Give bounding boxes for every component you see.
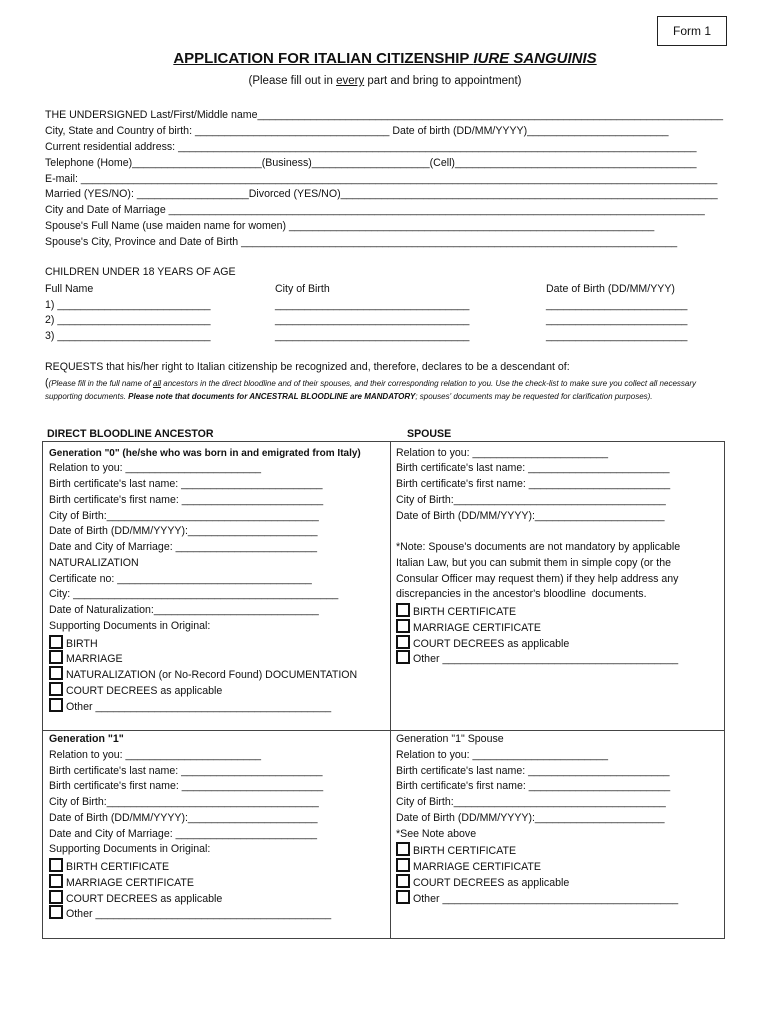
gen0-supporting-docs: Supporting Documents in Original: <box>49 620 211 632</box>
children-heading: CHILDREN UNDER 18 YEARS OF AGE <box>45 266 236 278</box>
field-birth-place-date[interactable]: City, State and Country of birth: _________________________________ Date of birth (DD/MM/YYYY)________________________ <box>45 125 669 137</box>
check-label: COURT DECREES as applicable <box>413 877 570 889</box>
spouse0-date-of-birth[interactable]: Date of Birth (DD/MM/YYYY):______________________ <box>396 510 665 522</box>
field-marriage-city-date[interactable]: City and Date of Marriage ___________________________________________________________________________________________ <box>45 204 705 216</box>
spouse1-check-marriage[interactable] <box>396 858 541 873</box>
check-label: BIRTH CERTIFICATE <box>66 861 170 873</box>
table-divider-vertical <box>390 442 391 938</box>
gen1-check-marriage[interactable] <box>49 874 194 889</box>
header-spouse: SPOUSE <box>407 428 452 440</box>
field-residential-address[interactable]: Current residential address: ________________________________________________________________________________________ <box>45 141 697 153</box>
gen0-first-name[interactable]: Birth certificate's first name: ________________________ <box>49 494 324 506</box>
child-3-name[interactable]: 3) __________________________ <box>45 330 211 342</box>
checkbox-icon[interactable] <box>396 890 410 904</box>
field-spouse-name[interactable]: Spouse's Full Name (use maiden name for women) ______________________________________________________________ <box>45 220 655 232</box>
spouse1-check-other[interactable] <box>396 890 678 905</box>
gen1-supporting-docs: Supporting Documents in Original: <box>49 843 211 855</box>
form-number-box <box>657 16 727 46</box>
child-3-city[interactable]: _________________________________ <box>275 330 470 342</box>
checkbox-icon[interactable] <box>49 858 63 872</box>
spouse0-check-court[interactable] <box>396 635 569 650</box>
subtitle-pre: (Please fill out in <box>248 75 337 87</box>
check-label: Other ________________________________________ <box>66 908 332 920</box>
check-label: Other ________________________________________ <box>66 701 332 713</box>
gen0-relation[interactable]: Relation to you: _______________________ <box>49 462 262 474</box>
field-telephones[interactable]: Telephone (Home)______________________(Business)____________________(Cell)_________________________________________ <box>45 157 697 169</box>
note-all: all <box>153 379 162 388</box>
spouse1-heading: Generation "1" Spouse <box>396 733 504 745</box>
gen0-check-other[interactable] <box>49 698 331 713</box>
child-1-name[interactable]: 1) __________________________ <box>45 299 211 311</box>
check-label: NATURALIZATION (or No-Record Found) DOCUMENTATION <box>66 669 358 681</box>
gen0-city-of-birth[interactable]: City of Birth:____________________________________ <box>49 510 319 522</box>
spouse0-first-name[interactable]: Birth certificate's first name: ________________________ <box>396 478 671 490</box>
spouse0-city-of-birth[interactable]: City of Birth:____________________________________ <box>396 494 666 506</box>
check-label: BIRTH CERTIFICATE <box>413 845 517 857</box>
field-spouse-birth[interactable]: Spouse's City, Province and Date of Birth __________________________________________________________________________ <box>45 236 678 248</box>
gen0-marriage[interactable]: Date and City of Marriage: ________________________ <box>49 541 317 553</box>
note-mid: ancestors in the direct bloodline and of their spouses, and their corresponding relation to you. Use the check-list to make sure you collect all necessary supporting documents. <box>45 379 696 401</box>
checkbox-icon[interactable] <box>49 682 63 696</box>
checkbox-icon[interactable] <box>49 905 63 919</box>
gen1-heading: Generation "1" <box>49 733 124 745</box>
subtitle-every: every <box>336 75 365 87</box>
check-label: BIRTH CERTIFICATE <box>413 606 517 618</box>
spouse0-check-other[interactable] <box>396 650 678 665</box>
gen1-relation[interactable]: Relation to you: _______________________ <box>49 749 262 761</box>
form-number: Form 1 <box>672 24 711 38</box>
check-label: COURT DECREES as applicable <box>66 893 223 905</box>
check-label: MARRIAGE CERTIFICATE <box>413 861 541 873</box>
check-label: MARRIAGE CERTIFICATE <box>66 877 194 889</box>
gen1-check-birth[interactable] <box>49 858 169 873</box>
spouse-note-line-2: Italian Law, but you can submit them in simple copy (or the <box>396 557 671 569</box>
subtitle <box>0 75 770 87</box>
child-1-city[interactable]: _________________________________ <box>275 299 470 311</box>
checkbox-icon[interactable] <box>396 842 410 856</box>
spouse-note-line-1: *Note: Spouse's documents are not mandatory by applicable <box>396 541 681 553</box>
spouse1-check-birth[interactable] <box>396 842 516 857</box>
checkbox-icon[interactable] <box>49 890 63 904</box>
spouse0-check-birth[interactable] <box>396 603 516 618</box>
title-italic: IURE SANGUINIS <box>473 50 597 67</box>
gen0-naturalization-heading: NATURALIZATION <box>49 557 139 569</box>
gen1-last-name[interactable]: Birth certificate's last name: ________________________ <box>49 765 323 777</box>
gen0-naturalization-city[interactable]: City: _____________________________________________ <box>49 588 339 600</box>
checkbox-icon[interactable] <box>396 650 410 664</box>
gen1-marriage[interactable]: Date and City of Marriage: ________________________ <box>49 828 317 840</box>
spouse-note-line-3: Consular Officer may request them) if they help address any <box>396 573 679 585</box>
child-1-date[interactable]: ________________________ <box>546 299 688 311</box>
children-col-city: City of Birth <box>275 283 330 295</box>
gen1-first-name[interactable]: Birth certificate's first name: ________________________ <box>49 780 324 792</box>
checkbox-icon[interactable] <box>396 635 410 649</box>
header-direct-ancestor: DIRECT BLOODLINE ANCESTOR <box>47 428 214 440</box>
spouse0-check-marriage[interactable] <box>396 619 541 634</box>
gen0-check-naturalization[interactable] <box>49 666 357 681</box>
checkbox-icon[interactable] <box>396 874 410 888</box>
spouse1-see-note: *See Note above <box>396 828 477 840</box>
child-2-date[interactable]: ________________________ <box>546 314 688 326</box>
gen0-check-court[interactable] <box>49 682 222 697</box>
spouse1-first-name[interactable]: Birth certificate's first name: ________________________ <box>396 780 671 792</box>
note-pre: (Please fill in the full name of <box>48 379 154 388</box>
spouse1-relation[interactable]: Relation to you: _______________________ <box>396 749 609 761</box>
spouse-note-line-4: discrepancies in the ancestor's bloodline documents. <box>396 588 647 600</box>
children-col-name: Full Name <box>45 283 94 295</box>
children-col-date: Date of Birth (DD/MM/YYY) <box>546 283 675 295</box>
checkbox-icon[interactable] <box>49 698 63 712</box>
checkbox-icon[interactable] <box>49 666 63 680</box>
checkbox-icon[interactable] <box>49 650 63 664</box>
field-married-divorced[interactable]: Married (YES/NO): ___________________Divorced (YES/NO)________________________________________________________________ <box>45 188 718 200</box>
gen0-heading: Generation "0" (he/she who was born in and emigrated from Italy) <box>49 448 361 459</box>
gen1-city-of-birth[interactable]: City of Birth:____________________________________ <box>49 796 319 808</box>
subtitle-post: part and bring to appointment) <box>364 75 522 87</box>
check-label: MARRIAGE <box>66 653 123 665</box>
checkbox-icon[interactable] <box>49 874 63 888</box>
check-label: Other ________________________________________ <box>413 893 679 905</box>
note-post: ; spouses' documents may be requested for clarification purposes). <box>415 392 653 401</box>
gen1-date-of-birth[interactable]: Date of Birth (DD/MM/YYYY):______________________ <box>49 812 318 824</box>
ancestor-table <box>42 441 725 939</box>
field-undersigned-name[interactable]: THE UNDERSIGNED Last/First/Middle name_______________________________________________________________________________ <box>45 109 723 121</box>
gen1-check-court[interactable] <box>49 890 222 905</box>
gen0-check-birth[interactable] <box>49 635 98 650</box>
spouse1-date-of-birth[interactable]: Date of Birth (DD/MM/YYYY):______________________ <box>396 812 665 824</box>
check-label: Other ________________________________________ <box>413 653 679 665</box>
check-label: MARRIAGE CERTIFICATE <box>413 622 541 634</box>
requests-statement: REQUESTS that his/her right to Italian citizenship be recognized and, therefore, declares to be a descendant of: <box>45 361 570 373</box>
spouse1-check-court[interactable] <box>396 874 569 889</box>
table-divider-horizontal <box>43 730 724 731</box>
checkbox-icon[interactable] <box>396 619 410 633</box>
checkbox-icon[interactable] <box>49 635 63 649</box>
note-mandatory: Please note that documents for ANCESTRAL BLOODLINE are MANDATORY <box>128 392 416 401</box>
title-main: APPLICATION FOR ITALIAN CITIZENSHIP <box>173 50 474 67</box>
checkbox-icon[interactable] <box>396 603 410 617</box>
child-3-date[interactable]: ________________________ <box>546 330 688 342</box>
gen0-date-of-birth[interactable]: Date of Birth (DD/MM/YYYY):______________________ <box>49 525 318 537</box>
gen1-check-other[interactable] <box>49 905 331 920</box>
gen0-certificate-no[interactable]: Certificate no: _________________________________ <box>49 573 312 585</box>
child-2-name[interactable]: 2) __________________________ <box>45 314 211 326</box>
instructions-note: ((Please fill in the full name of all ancestors in the direct bloodline and of their spouses, and their corresponding relation to you. Use the check-list to make sure you collect all necessary supporting documents. Please note that documents for ANCESTRAL BLOODLINE are MANDATORY; spouses' documents may be requested for clarification purposes). <box>45 377 696 401</box>
gen0-naturalization-date[interactable]: Date of Naturalization:____________________________ <box>49 604 319 616</box>
spouse0-relation[interactable]: Relation to you: _______________________ <box>396 447 609 459</box>
spouse1-city-of-birth[interactable]: City of Birth:____________________________________ <box>396 796 666 808</box>
spouse0-last-name[interactable]: Birth certificate's last name: ________________________ <box>396 462 670 474</box>
check-label: COURT DECREES as applicable <box>413 638 570 650</box>
gen0-check-marriage[interactable] <box>49 650 123 665</box>
child-2-city[interactable]: _________________________________ <box>275 314 470 326</box>
page-title <box>0 50 770 67</box>
gen0-last-name[interactable]: Birth certificate's last name: ________________________ <box>49 478 323 490</box>
check-label: COURT DECREES as applicable <box>66 685 223 697</box>
checkbox-icon[interactable] <box>396 858 410 872</box>
field-email[interactable]: E-mail: ____________________________________________________________________________________________________________ <box>45 173 718 185</box>
spouse1-last-name[interactable]: Birth certificate's last name: ________________________ <box>396 765 670 777</box>
check-label: BIRTH <box>66 638 98 650</box>
